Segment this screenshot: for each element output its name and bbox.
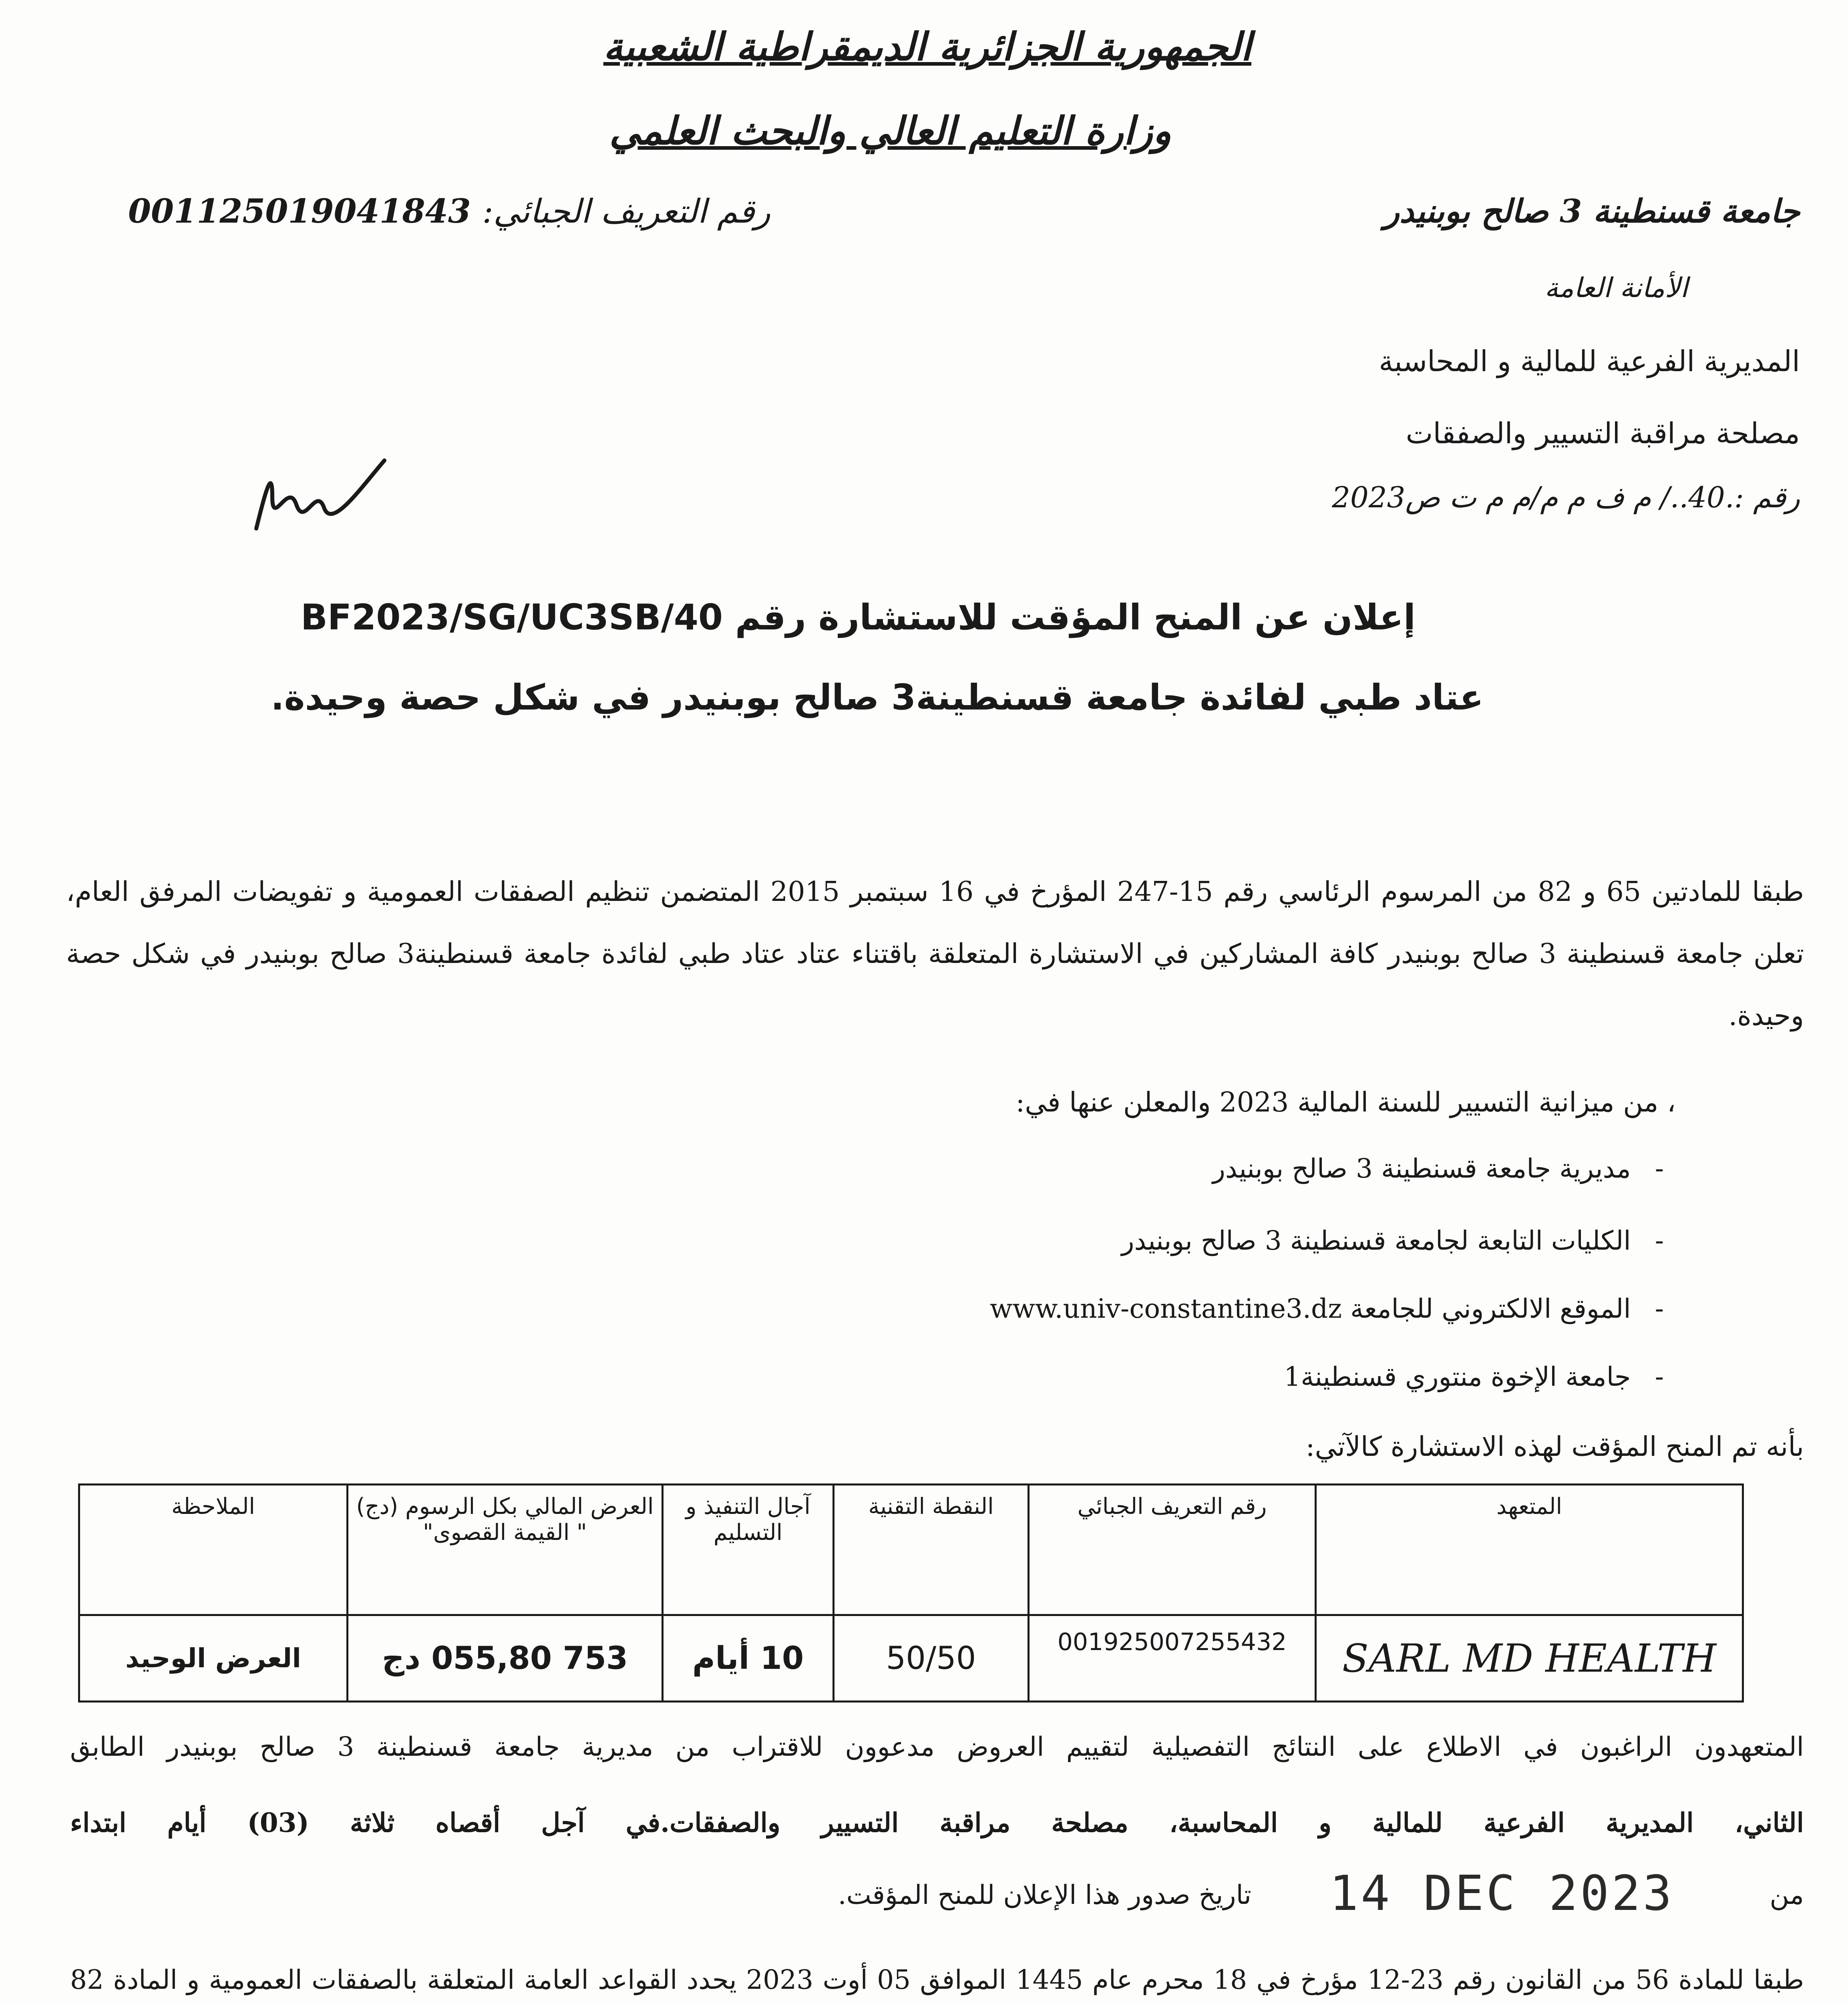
handwritten-initials (248, 448, 392, 569)
university-name: جامعة قسنطينة 3 صالح بوبنيدر (1384, 192, 1800, 230)
column-header: المتعهد (1316, 1485, 1743, 1615)
delivery-time-cell: 10 أيام (663, 1615, 834, 1702)
announcement-title-line1: إعلان عن المنح المؤقت للاستشارة رقم BF2023/SG/UC3SB/40 (300, 597, 1416, 638)
bidder-tax-id-cell: 001925007255432 (1029, 1615, 1316, 1702)
republic-heading: الجمهورية الجزائرية الديمقراطية الشعبية (603, 24, 1251, 69)
budget-line: ، من ميزانية التسيير للسنة المالية 2023 والمعلن عنها في: (1015, 1087, 1676, 1118)
column-header: النقطة التقنية (834, 1485, 1029, 1615)
list-item: -الموقع الالكتروني للجامعة www.univ-constantine3.dz (990, 1293, 1664, 1324)
results-paragraph-line1: المتعهدون الراغبون في الاطلاع على النتائج التفصيلية لتقييم العروض مدعوون للاقتراب من مديرية جامعة قسنطينة 3 صالح بوبنيدر الطابق (70, 1731, 1804, 1762)
list-item: -جامعة الإخوة منتوري قسنطينة1 (1284, 1361, 1664, 1392)
results-paragraph-from: من (1770, 1879, 1804, 1910)
column-header: الملاحظة (79, 1485, 348, 1615)
appeal-paragraph: طبقا للمادة 56 من القانون رقم 23-12 مؤرخ في 18 محرم عام 1445 الموافق 05 أوت 2023 يحدد القواعد العامة المتعلقة بالصفقات العمومية و المادة 82 (70, 1964, 1804, 1995)
tax-id-block (128, 192, 770, 231)
subdirectorate-label: المديرية الفرعية للمالية و المحاسبة (1379, 344, 1800, 378)
reference-number: رقم :.40../ م ف م م/م م ت ص2023 (1332, 480, 1800, 514)
results-paragraph-line2: الثاني، المديرية الفرعية للمالية و المحاسبة، مصلحة مراقبة التسيير والصفقات.في آجل أقصاه ثلاثة (03) أيام ابتداء (70, 1807, 1804, 1838)
list-item: -الكليات التابعة لجامعة قسنطينة 3 صالح بوبنيدر (1121, 1225, 1664, 1256)
results-paragraph-tail: تاريخ صدور هذا الإعلان للمنح المؤقت. (838, 1879, 1251, 1910)
table-header-row (79, 1485, 1743, 1615)
ministry-heading: وزارة التعليم العالي والبحث العلمي (609, 108, 1171, 153)
table-row (79, 1615, 1743, 1702)
technical-score-cell: 50/50 (834, 1615, 1029, 1702)
date-stamp: 14 DEC 2023 (1329, 1866, 1674, 1922)
column-header: رقم التعريف الجبائي (1029, 1485, 1316, 1615)
financial-offer-cell: 753 055,80 دج (348, 1615, 663, 1702)
tax-id-value: 001125019041843 (128, 192, 471, 231)
column-header: آجال التنفيذ و التسليم (663, 1485, 834, 1615)
announcement-title-line2: عتاد طبي لفائدة جامعة قسنطينة3 صالح بوبنيدر في شكل حصة وحيدة. (271, 677, 1484, 718)
award-intro: بأنه تم المنح المؤقت لهذه الاستشارة كالآتي: (1305, 1431, 1804, 1463)
column-header: العرض المالي بكل الرسوم (دج) " القيمة القصوى" (348, 1485, 663, 1615)
remark-cell: العرض الوحيد (79, 1615, 348, 1702)
tax-id-label: رقم التعريف الجبائي: (482, 193, 771, 231)
service-label: مصلحة مراقبة التسيير والصفقات (1406, 416, 1800, 450)
award-table (78, 1483, 1744, 1703)
intro-paragraph: طبقا للمادتين 65 و 82 من المرسوم الرئاسي رقم 15-247 المؤرخ في 16 سبتمبر 2015 المتضمن تنظيم الصفقات العمومية و تفويضات المرفق العام، تعلن جامعة قسنطينة 3 صالح بوبنيدر كافة المشاركين في الاستشارة المتعلقة باقتناء عتاد عتاد طبي لفائدة جامعة قسنطينة3 صالح بوبنيدر في شكل حصة وحيدة. (66, 876, 1804, 1032)
bidder-cell: SARL MD HEALTH (1316, 1615, 1743, 1702)
list-item: -مديرية جامعة قسنطينة 3 صالح بوبنيدر (1213, 1153, 1664, 1184)
secretariat-label: الأمانة العامة (1544, 272, 1688, 304)
